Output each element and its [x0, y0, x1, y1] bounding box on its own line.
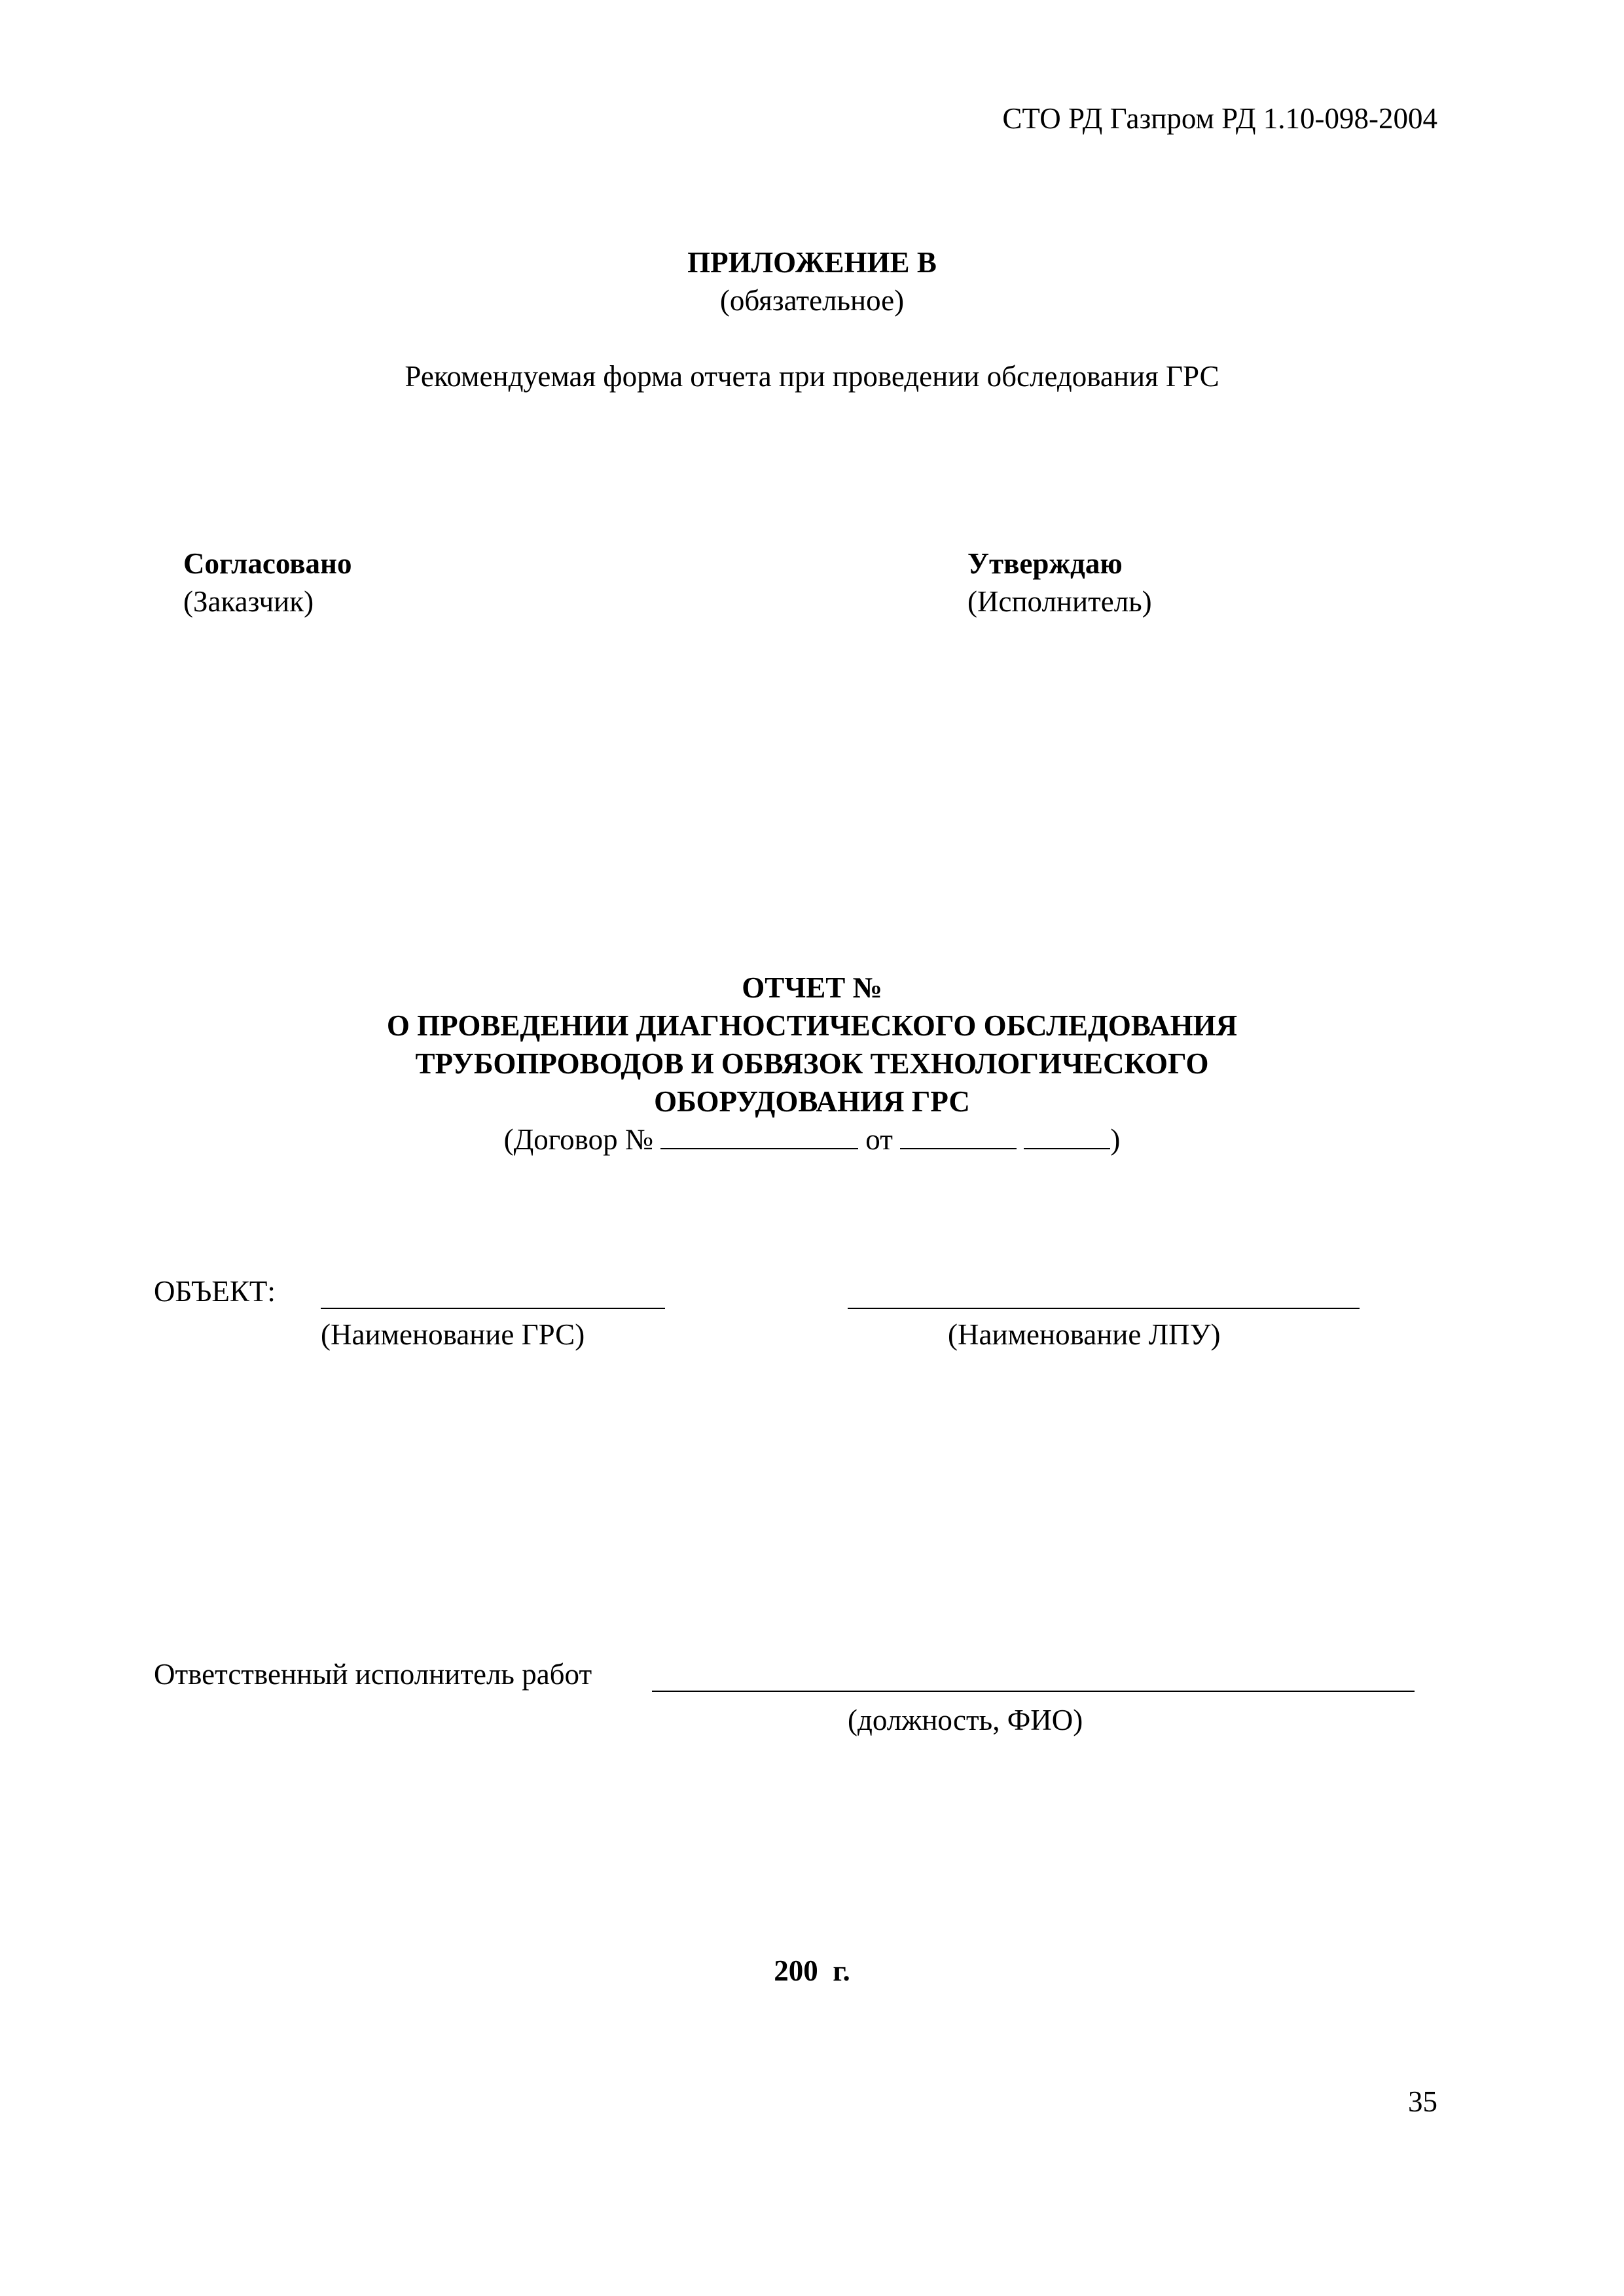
approval-customer-title: Согласовано — [183, 547, 352, 580]
appendix-title: ПРИЛОЖЕНИЕ В — [687, 246, 937, 279]
report-title-block — [0, 969, 1624, 1158]
report-title-line-2: О ПРОВЕДЕНИИ ДИАГНОСТИЧЕСКОГО ОБСЛЕДОВАНИЯ — [386, 1009, 1238, 1042]
contract-prefix: (Договор № — [503, 1123, 653, 1156]
approval-contractor-role: (Исполнитель) — [967, 585, 1152, 618]
responsible-caption: (должность, ФИО) — [848, 1704, 1083, 1736]
approval-customer — [183, 545, 352, 620]
appendix-heading — [0, 243, 1624, 319]
approval-customer-role: (Заказчик) — [183, 585, 314, 618]
approval-contractor — [967, 545, 1152, 620]
report-title-line-1: ОТЧЕТ № — [742, 971, 882, 1004]
approval-contractor-title: Утверждаю — [967, 547, 1123, 580]
form-caption: Рекомендуемая форма отчета при проведении обследования ГРС — [405, 360, 1219, 393]
object-lpu-blank — [848, 1308, 1360, 1309]
page-number: 35 — [1408, 2085, 1437, 2118]
contract-line — [0, 1121, 1624, 1158]
contract-date-blank — [900, 1122, 1017, 1149]
contract-number-blank — [660, 1122, 858, 1149]
report-year: 200 г. — [774, 1954, 850, 1987]
report-title-line-4: ОБОРУДОВАНИЯ ГРС — [654, 1085, 970, 1118]
report-title-line-3: ТРУБОПРОВОДОВ И ОБВЯЗОК ТЕХНОЛОГИЧЕСКОГО — [415, 1047, 1209, 1080]
object-grs-blank — [321, 1308, 665, 1309]
responsible-blank — [652, 1691, 1415, 1692]
object-label: ОБЪЕКТ: — [154, 1275, 276, 1308]
object-grs-caption: (Наименование ГРС) — [321, 1318, 585, 1351]
contract-year-blank — [1024, 1122, 1110, 1149]
appendix-note: (обязательное) — [719, 284, 905, 317]
contract-from: от — [865, 1123, 893, 1156]
responsible-label: Ответственный исполнитель работ — [154, 1658, 592, 1691]
document-code: СТО РД Газпром РД 1.10-098-2004 — [1002, 102, 1437, 135]
contract-suffix: ) — [1110, 1123, 1121, 1156]
object-lpu-caption: (Наименование ЛПУ) — [948, 1318, 1221, 1351]
